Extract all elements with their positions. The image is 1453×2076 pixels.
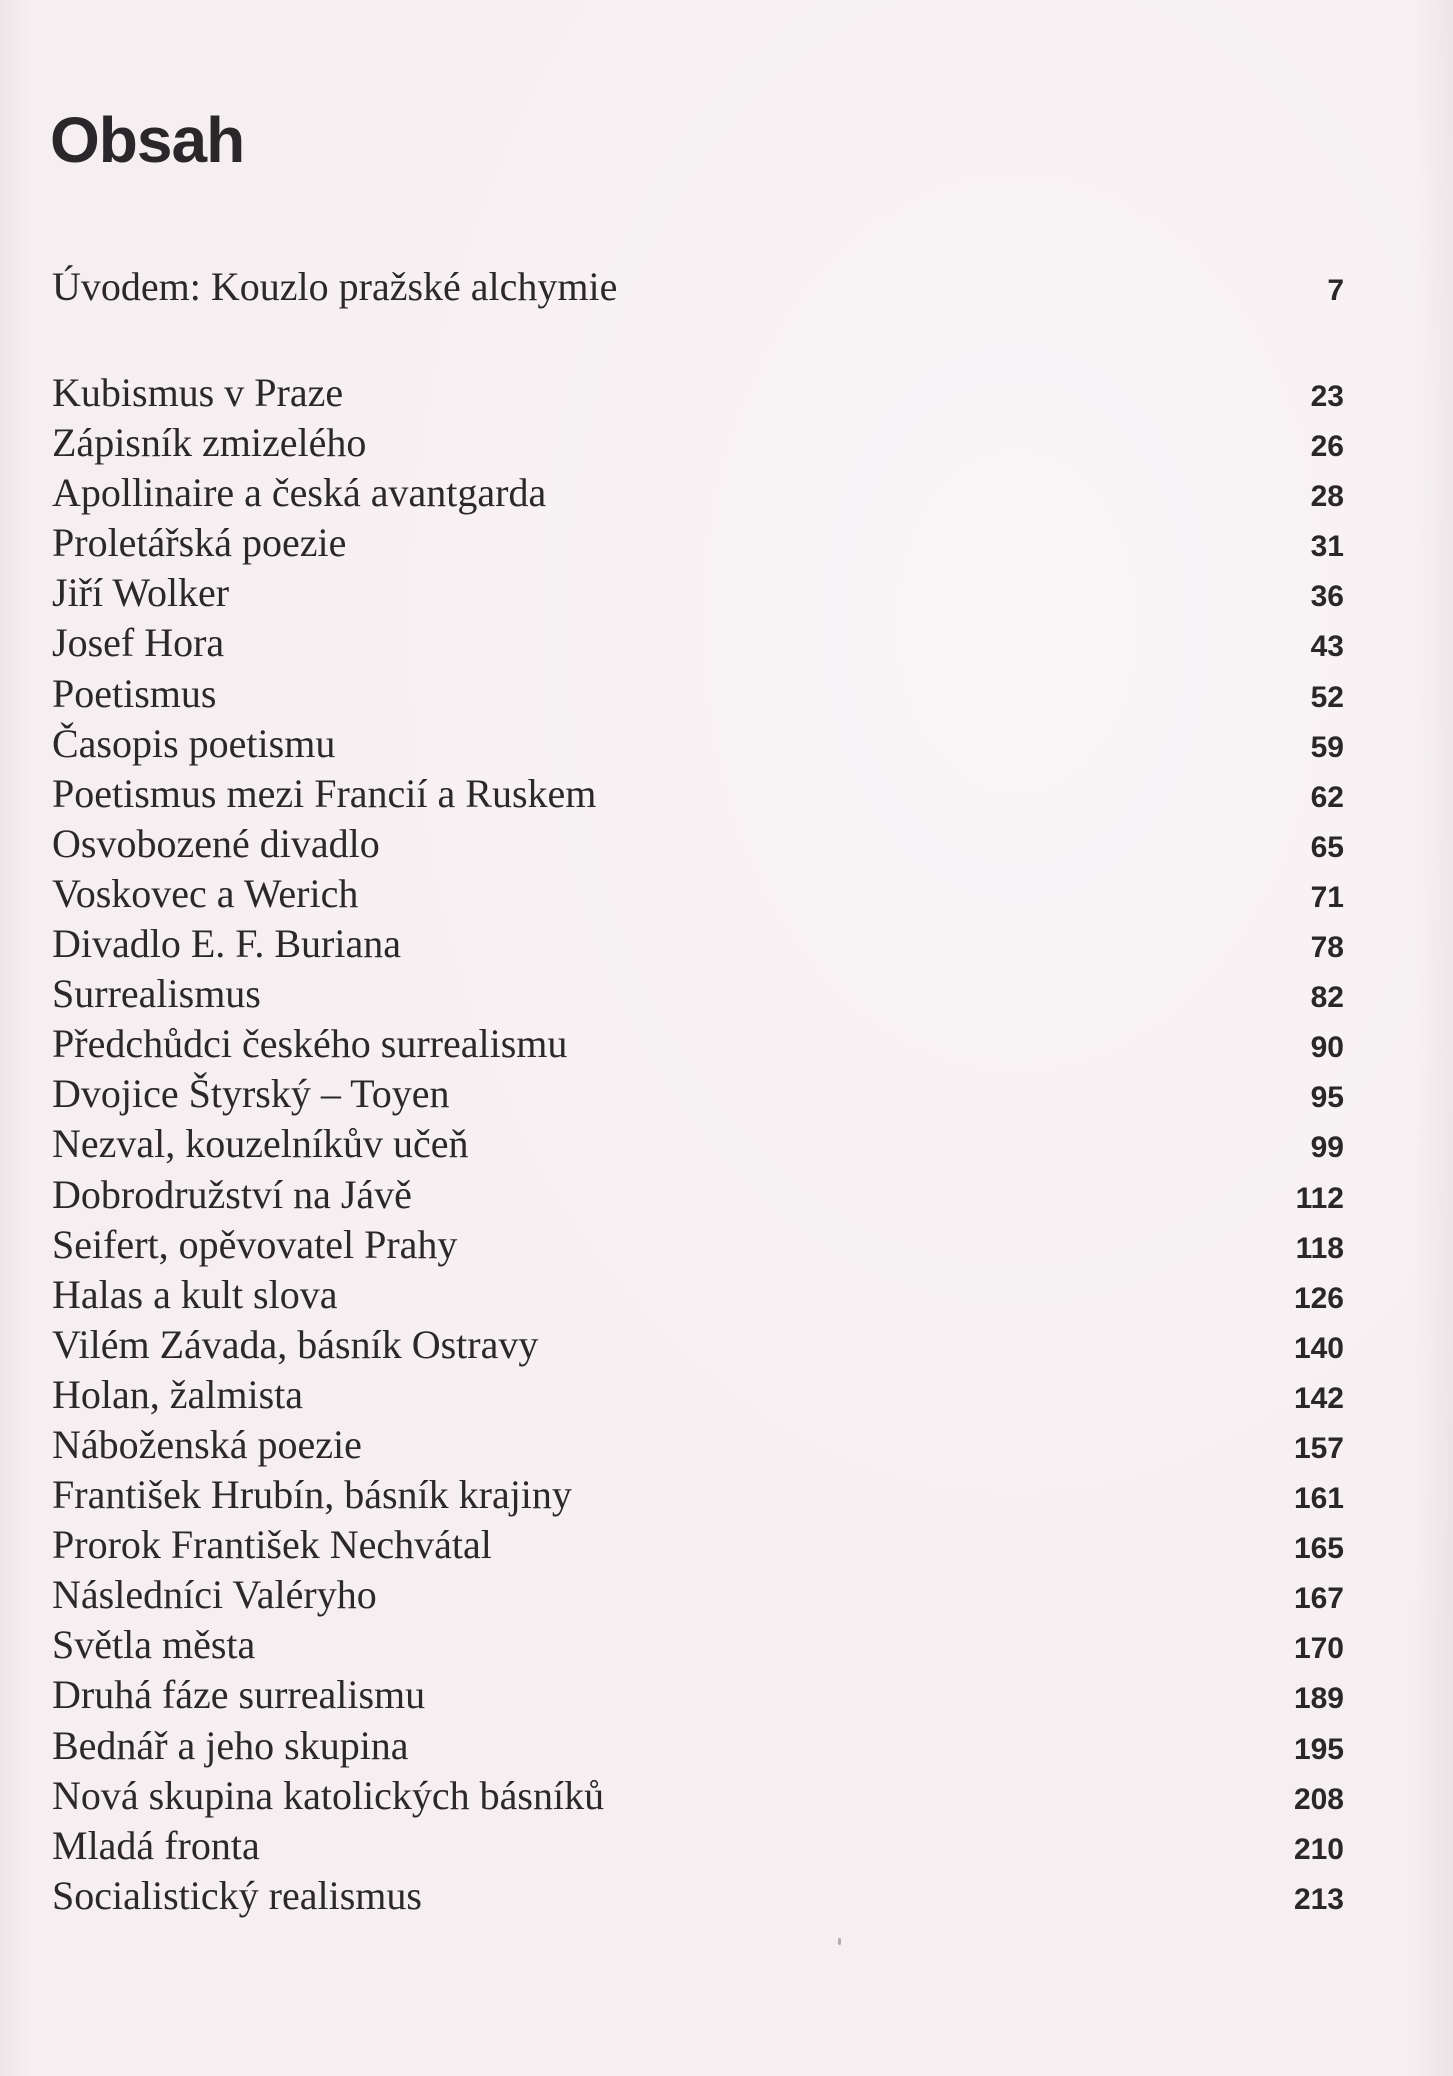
toc-entry bbox=[52, 568, 1344, 618]
toc-entry-page: 71 bbox=[1310, 880, 1344, 914]
toc-entry bbox=[52, 1270, 1344, 1320]
toc-entry-page: 99 bbox=[1310, 1131, 1344, 1165]
toc-entry bbox=[52, 669, 1344, 719]
toc-entry-title: Holan, žalmista bbox=[52, 1371, 304, 1417]
toc-entry-title: František Hrubín, básník krajiny bbox=[52, 1472, 572, 1518]
toc-entry-title: Vilém Závada, básník Ostravy bbox=[52, 1321, 539, 1367]
toc-entry-page: 31 bbox=[1310, 530, 1344, 564]
toc-entry-page: 112 bbox=[1295, 1181, 1344, 1215]
toc-entry-page: 210 bbox=[1293, 1832, 1344, 1866]
toc-entry-title: Následníci Valéryho bbox=[52, 1572, 377, 1618]
toc-entry-title: Socialistický realismus bbox=[52, 1872, 422, 1918]
toc-entry-page: 157 bbox=[1293, 1431, 1344, 1465]
toc-entry-page: 126 bbox=[1293, 1281, 1344, 1315]
toc-entry-page: 90 bbox=[1310, 1031, 1344, 1065]
toc-entry-title: Náboženská poezie bbox=[52, 1421, 362, 1467]
toc-entry bbox=[52, 1670, 1344, 1720]
toc-entry bbox=[52, 1370, 1344, 1420]
toc-entry-title: Proletářská poezie bbox=[52, 520, 347, 566]
toc-entry-title: Mladá fronta bbox=[52, 1822, 260, 1868]
table-of-contents bbox=[52, 368, 1344, 1921]
toc-entry bbox=[52, 418, 1344, 468]
toc-entry bbox=[52, 368, 1344, 418]
toc-entry-intro bbox=[52, 262, 1344, 312]
toc-entry-page: 118 bbox=[1295, 1231, 1344, 1265]
toc-entry bbox=[52, 618, 1344, 668]
toc-entry-title: Světla města bbox=[52, 1622, 256, 1668]
toc-entry bbox=[52, 819, 1344, 869]
toc-entry bbox=[52, 1019, 1344, 1069]
toc-entry-title: Divadlo E. F. Buriana bbox=[52, 921, 401, 967]
toc-entry-title: Osvobozené divadlo bbox=[52, 820, 380, 866]
toc-entry-page: 195 bbox=[1293, 1732, 1344, 1766]
page-title: Obsah bbox=[50, 104, 245, 176]
paper-speck bbox=[838, 1938, 841, 1945]
toc-entry-page: 189 bbox=[1293, 1682, 1344, 1716]
toc-entry-page: 65 bbox=[1310, 830, 1344, 864]
toc-entry-title: Seifert, opěvovatel Prahy bbox=[52, 1221, 458, 1267]
toc-entry-page: 52 bbox=[1310, 680, 1344, 714]
toc-entry-title: Halas a kult slova bbox=[52, 1271, 338, 1317]
toc-entry-page: 36 bbox=[1310, 580, 1344, 614]
toc-entry bbox=[52, 1821, 1344, 1871]
toc-entry-page: 142 bbox=[1293, 1381, 1344, 1415]
toc-entry bbox=[52, 1721, 1344, 1771]
toc-entry bbox=[52, 1119, 1344, 1169]
toc-entry-page: 26 bbox=[1310, 430, 1344, 464]
toc-entry bbox=[52, 1420, 1344, 1470]
toc-entry bbox=[52, 719, 1344, 769]
toc-entry-title: Úvodem: Kouzlo pražské alchymie bbox=[52, 264, 618, 309]
toc-entry-page: 95 bbox=[1310, 1081, 1344, 1115]
toc-entry-title: Voskovec a Werich bbox=[52, 870, 359, 916]
toc-entry bbox=[52, 518, 1344, 568]
toc-entry bbox=[52, 1069, 1344, 1119]
toc-entry-title: Nová skupina katolických básníků bbox=[52, 1772, 605, 1818]
toc-entry-page: 140 bbox=[1293, 1331, 1344, 1365]
toc-entry-page: 28 bbox=[1310, 480, 1344, 514]
toc-entry bbox=[52, 1220, 1344, 1270]
toc-entry-page: 7 bbox=[1327, 274, 1344, 307]
toc-entry-page: 167 bbox=[1293, 1582, 1344, 1616]
toc-entry bbox=[52, 1871, 1344, 1921]
toc-entry bbox=[52, 1170, 1344, 1220]
toc-entry bbox=[52, 1520, 1344, 1570]
toc-entry-title: Předchůdci českého surrealismu bbox=[52, 1021, 568, 1067]
toc-entry-title: Druhá fáze surrealismu bbox=[52, 1672, 426, 1718]
toc-entry-title: Nezval, kouzelníkův učeň bbox=[52, 1121, 469, 1167]
toc-entry bbox=[52, 1620, 1344, 1670]
toc-entry-page: 161 bbox=[1293, 1482, 1344, 1516]
toc-entry-page: 43 bbox=[1310, 630, 1344, 664]
toc-entry-title: Surrealismus bbox=[52, 971, 261, 1017]
toc-entry-title: Josef Hora bbox=[52, 620, 225, 666]
toc-entry-page: 59 bbox=[1310, 730, 1344, 764]
toc-entry-page: 213 bbox=[1293, 1882, 1344, 1916]
toc-entry-title: Zápisník zmizelého bbox=[52, 420, 367, 466]
toc-entry-title: Bednář a jeho skupina bbox=[52, 1722, 409, 1768]
toc-entry bbox=[52, 1470, 1344, 1520]
toc-entry bbox=[52, 468, 1344, 518]
toc-intro-list bbox=[52, 262, 1344, 312]
toc-entry-page: 78 bbox=[1310, 931, 1344, 965]
toc-entry bbox=[52, 1320, 1344, 1370]
toc-entry-page: 62 bbox=[1310, 780, 1344, 814]
toc-entry bbox=[52, 1771, 1344, 1821]
toc-entry bbox=[52, 769, 1344, 819]
toc-entry-title: Dvojice Štyrský – Toyen bbox=[52, 1071, 450, 1117]
toc-entry-title: Kubismus v Praze bbox=[52, 370, 344, 415]
toc-entry-title: Poetismus mezi Francií a Ruskem bbox=[52, 770, 597, 816]
toc-entry-page: 208 bbox=[1293, 1782, 1344, 1816]
toc-entry-title: Časopis poetismu bbox=[52, 720, 336, 766]
toc-entry-title: Jiří Wolker bbox=[52, 570, 230, 616]
toc-entry-page: 82 bbox=[1310, 981, 1344, 1015]
toc-entry bbox=[52, 969, 1344, 1019]
toc-entry-title: Dobrodružství na Jávě bbox=[52, 1171, 412, 1217]
toc-entry-title: Prorok František Nechvátal bbox=[52, 1522, 492, 1568]
toc-entry-title: Apollinaire a česká avantgarda bbox=[52, 470, 547, 516]
toc-entry bbox=[52, 919, 1344, 969]
toc-entry bbox=[52, 869, 1344, 919]
toc-entry-page: 23 bbox=[1310, 380, 1344, 413]
toc-entry-title: Poetismus bbox=[52, 670, 217, 716]
toc-entry-page: 165 bbox=[1293, 1532, 1344, 1566]
toc-entry bbox=[52, 1570, 1344, 1620]
toc-entry-page: 170 bbox=[1293, 1632, 1344, 1666]
